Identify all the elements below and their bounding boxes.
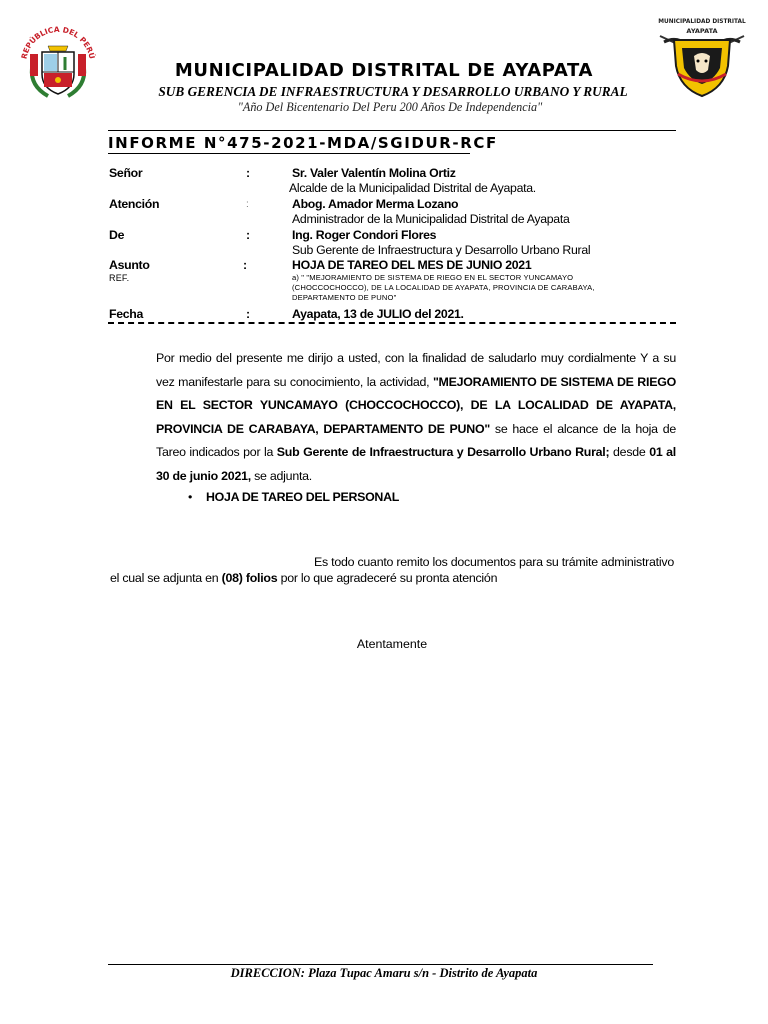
senor-role: Alcalde de la Municipalidad Distrital de Ayapata. [289, 181, 536, 195]
atencion-label: Atención [109, 197, 160, 211]
closing-line-2 [110, 571, 497, 585]
bicentennial-motto: "Año Del Bicentenario Del Peru 200 Años De Independencia" [237, 100, 543, 114]
closing-line-1: Es todo cuanto remito los documentos para su trámite administrativo [314, 555, 674, 569]
closing-2a: el cual se adjunta en [110, 571, 222, 585]
bullet-dot: • [188, 490, 193, 504]
body-end: se adjunta. [250, 468, 312, 483]
subgerencia-title: SUB GERENCIA DE INFRAESTRUCTURA Y DESARROLLO URBANO Y RURAL [158, 84, 628, 99]
bullet-item: HOJA DE TAREO DEL PERSONAL [206, 490, 399, 504]
fields-divider [108, 322, 676, 324]
atencion-colon: : [246, 199, 249, 210]
body-intro: Por medio del presente me dirijo a usted, con la finalidad de saludarlo muy cordialmente Y a su vez manifestarle para su conocimiento, la actividad, [156, 351, 676, 389]
ref-label: REF. [109, 273, 130, 283]
asunto-label: Asunto [109, 258, 150, 272]
municipal-logo-name: AYAPATA [686, 27, 718, 35]
footer-address: DIRECCION: Plaza Tupac Amaru s/n - Distrito de Ayapata [230, 966, 538, 980]
republica-caption: REPÚBLICA DEL PERÚ [19, 24, 97, 60]
fecha-label: Fecha [109, 307, 144, 321]
atencion-role: Administrador de la Municipalidad Distrital de Ayapata [292, 212, 570, 226]
de-name: Ing. Roger Condori Flores [292, 228, 437, 242]
de-colon: : [246, 228, 251, 242]
body-desde: desde [609, 445, 650, 459]
header-divider [108, 130, 676, 131]
folios-count: (08) folios [221, 571, 278, 585]
fecha-colon: : [246, 307, 251, 321]
body-middle: se hace el alcance de la hoja de Tareo indicados por la [156, 421, 676, 459]
ref-text: a) " "MEJORAMIENTO DE SISTEMA DE RIEGO EN EL SECTOR YUNCAMAYO (CHOCCOCHOCCO), DE LA LOCALIDAD DE AYAPATA, PROVINCIA DE CARABAYA, DEPARTAMENTO DE PUNO" [292, 273, 595, 302]
de-label: De [109, 228, 125, 242]
atencion-name: Abog. Amador Merma Lozano [292, 197, 459, 211]
signoff: Atentamente [356, 637, 428, 651]
footer-divider [108, 964, 653, 965]
informe-number: INFORME N°475-2021-MDA/SGIDUR-RCF [108, 134, 498, 152]
project-name: "MEJORAMIENTO DE SISTEMA DE RIEGO EN EL SECTOR YUNCAMAYO (CHOCCOCHOCCO), DE LA LOCALIDAD DE AYAPATA, PROVINCIA DE CARABAYA, DEPARTAMENTO DE PUNO" [156, 374, 676, 436]
municipality-title: MUNICIPALIDAD DISTRITAL DE AYAPATA [174, 60, 594, 81]
senor-label: Señor [109, 166, 143, 180]
municipal-logo-caption: MUNICIPALIDAD DISTRITAL [658, 19, 746, 25]
de-role: Sub Gerente de Infraestructura y Desarrollo Urbano Rural [292, 243, 591, 257]
date-range: 01 al 30 de junio 2021, [156, 445, 676, 483]
body-paragraph [156, 347, 676, 488]
closing-2c: por lo que agradeceré su pronta atención [277, 571, 498, 585]
senor-colon: : [246, 166, 251, 180]
senor-name: Sr. Valer Valentín Molina Ortiz [292, 166, 456, 180]
informe-underline [108, 153, 470, 154]
fecha-value: Ayapata, 13 de JULIO del 2021. [292, 307, 464, 321]
asunto-value: HOJA DE TAREO DEL MES DE JUNIO 2021 [292, 258, 532, 272]
office-name: Sub Gerente de Infraestructura y Desarrollo Urbano Rural; [276, 445, 610, 459]
asunto-colon: : [243, 258, 248, 272]
